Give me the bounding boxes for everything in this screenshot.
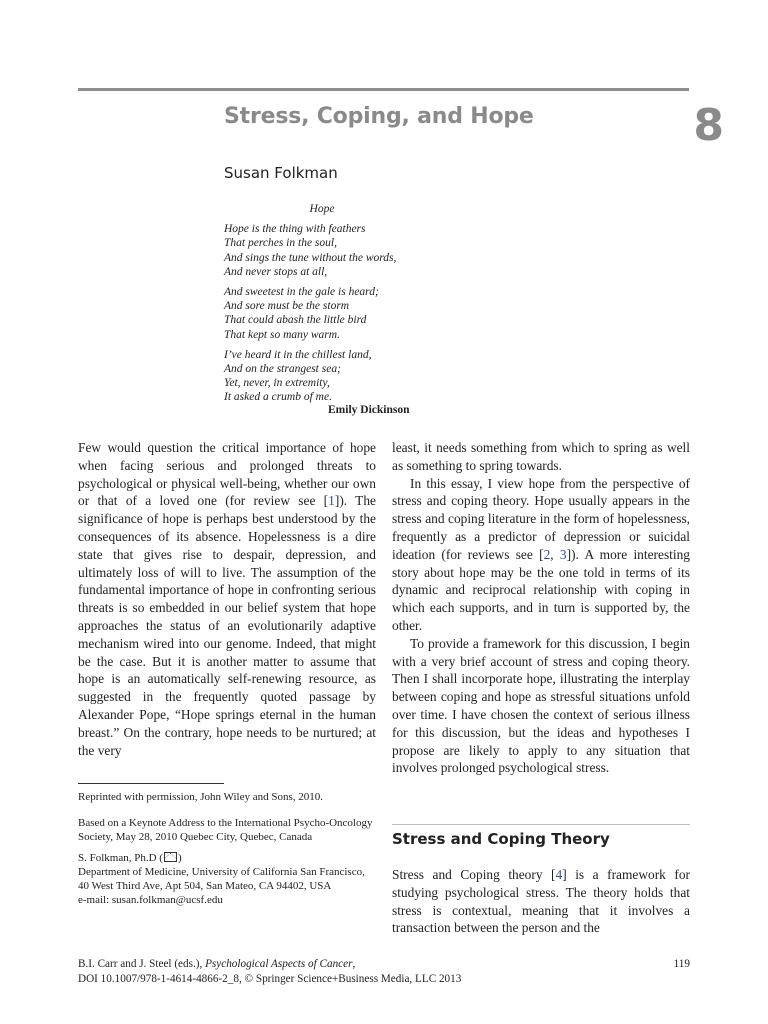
poem-line: And sings the tune without the words, bbox=[224, 251, 397, 264]
chapter-title: Stress, Coping, and Hope bbox=[224, 104, 534, 129]
editors: B.I. Carr and J. Steel (eds.), bbox=[78, 958, 206, 970]
book-title: Psychological Aspects of Cancer bbox=[205, 958, 353, 970]
poem-line: I’ve heard it in the chillest land, bbox=[224, 348, 372, 361]
poem-line: That perches in the soul, bbox=[224, 237, 337, 250]
author-contact-name: S. Folkman, Ph.D ( bbox=[78, 851, 163, 864]
paragraph: least, it needs something from which to spring as well as something to spring towards. bbox=[392, 440, 690, 473]
poem-line: Yet, never, in extremity, bbox=[224, 377, 330, 390]
paragraph-text: Few would question the critical importance of hope when facing serious and prolonged threats to psychological or physical well-being, whether our own or that of a loved one (for review see [ bbox=[78, 440, 376, 509]
paragraph bbox=[392, 866, 690, 937]
poem-line: And sweetest in the gale is heard; bbox=[224, 286, 379, 299]
poem-line: That kept so many warm. bbox=[224, 328, 340, 341]
paragraph bbox=[392, 475, 690, 635]
poem-line: Hope is the thing with feathers bbox=[224, 223, 366, 236]
poem-stanza bbox=[224, 222, 484, 279]
poem-line: And never stops at all, bbox=[224, 265, 328, 278]
chapter-number: 8 bbox=[693, 100, 724, 151]
paragraph-text: , bbox=[550, 546, 560, 562]
section-rule bbox=[392, 824, 690, 825]
citation-link[interactable]: 2 bbox=[543, 546, 551, 562]
citation-link[interactable]: 3 bbox=[559, 546, 567, 562]
footnotes bbox=[78, 790, 376, 907]
publication-line bbox=[78, 957, 690, 972]
paragraph-text: ] is a framework for studying psychological stress. The theory holds that stress is contextual, meaning that it involves a transaction between the person and the bbox=[392, 867, 690, 936]
paragraph-text: ]). A more interesting story about hope may be the one told in terms of its dynamic and reciprocal relationship with coping in which each supports, and in turn is supported by, the other. bbox=[392, 546, 690, 633]
paragraph: To provide a framework for this discussion, I begin with a very brief account of stress and coping theory. Then I shall incorporate hope, illustrating the interplay between coping and hope as stressful situations unfold over time. I have chosen the context of serious illness for this discussion, but the ideas and hypotheses I propose are likely to apply to any situation that involves prolonged psychological stress. bbox=[392, 635, 690, 776]
author-contact-close: ) bbox=[177, 851, 182, 864]
body-column-right-lower bbox=[392, 866, 690, 937]
poem-author: Emily Dickinson bbox=[328, 404, 410, 416]
footnote-rule bbox=[78, 783, 224, 784]
paragraph bbox=[78, 439, 376, 759]
body-column-right bbox=[392, 439, 690, 777]
poem-stanza bbox=[224, 348, 484, 405]
poem-stanza bbox=[224, 285, 484, 342]
poem-line: It asked a crumb of me. bbox=[224, 391, 332, 404]
author-affiliation: Department of Medicine, University of California San Francisco, 40 West Third Ave, Apt 504, San Mateo, CA 94402, USA bbox=[78, 865, 365, 893]
page-number: 119 bbox=[673, 958, 690, 970]
poem-line: And on the strangest sea; bbox=[224, 363, 341, 376]
top-rule bbox=[78, 88, 689, 91]
paragraph-text: Stress and Coping theory [ bbox=[392, 867, 556, 882]
citation-link[interactable]: 4 bbox=[555, 867, 563, 882]
paragraph-text: In this essay, I view hope from the perspective of stress and coping theory. Hope usually appears in the stress and coping literature in the form of hopelessness, frequently as a predictor of depression or suicidal ideation (for reviews see [ bbox=[392, 475, 690, 562]
publication-info bbox=[78, 957, 690, 987]
keynote-note: Based on a Keynote Address to the International Psycho-Oncology Society, May 28, 2010 Quebec City, Quebec, Canada bbox=[78, 817, 373, 844]
citation-link[interactable]: 1 bbox=[328, 493, 335, 509]
poem-line: And sore must be the storm bbox=[224, 300, 350, 313]
author-email[interactable]: e-mail: susan.folkman@ucsf.edu bbox=[78, 894, 223, 907]
author-name: Susan Folkman bbox=[224, 164, 338, 182]
envelope-icon bbox=[164, 852, 177, 862]
publication-line-end: , bbox=[352, 958, 356, 970]
poem-title: Hope bbox=[309, 203, 335, 215]
author-contact bbox=[78, 851, 376, 865]
paragraph-text: ]). The significance of hope is perhaps best understood by the consequences of its absence. Hopelessness is a dire state that gives rise to despair, depression, and ultimately loss of will to live. The assumption of the fundamental importance of hope in confronting serious threats is so embedded in our belief system that hope approaches the status of an evolutionarily adaptive mechanism wired into our genome. Indeed, that might be the case. But it is another matter to assume that hope is an automatically self-renewing resource, as suggested in the frequently quoted passage by Alexander Pope, “Hope springs eternal in the human breast.” On the contrary, hope needs to be nurtured; at the very bbox=[78, 493, 376, 758]
reprint-note: Reprinted with permission, John Wiley and Sons, 2010. bbox=[78, 791, 324, 803]
poem-line: That could abash the little bird bbox=[224, 314, 367, 327]
section-heading: Stress and Coping Theory bbox=[392, 830, 610, 848]
body-column-left bbox=[78, 439, 376, 759]
epigraph-poem bbox=[224, 202, 484, 405]
doi-line: DOI 10.1007/978-1-4614-4866-2_8, © Springer Science+Business Media, LLC 2013 bbox=[78, 973, 462, 985]
